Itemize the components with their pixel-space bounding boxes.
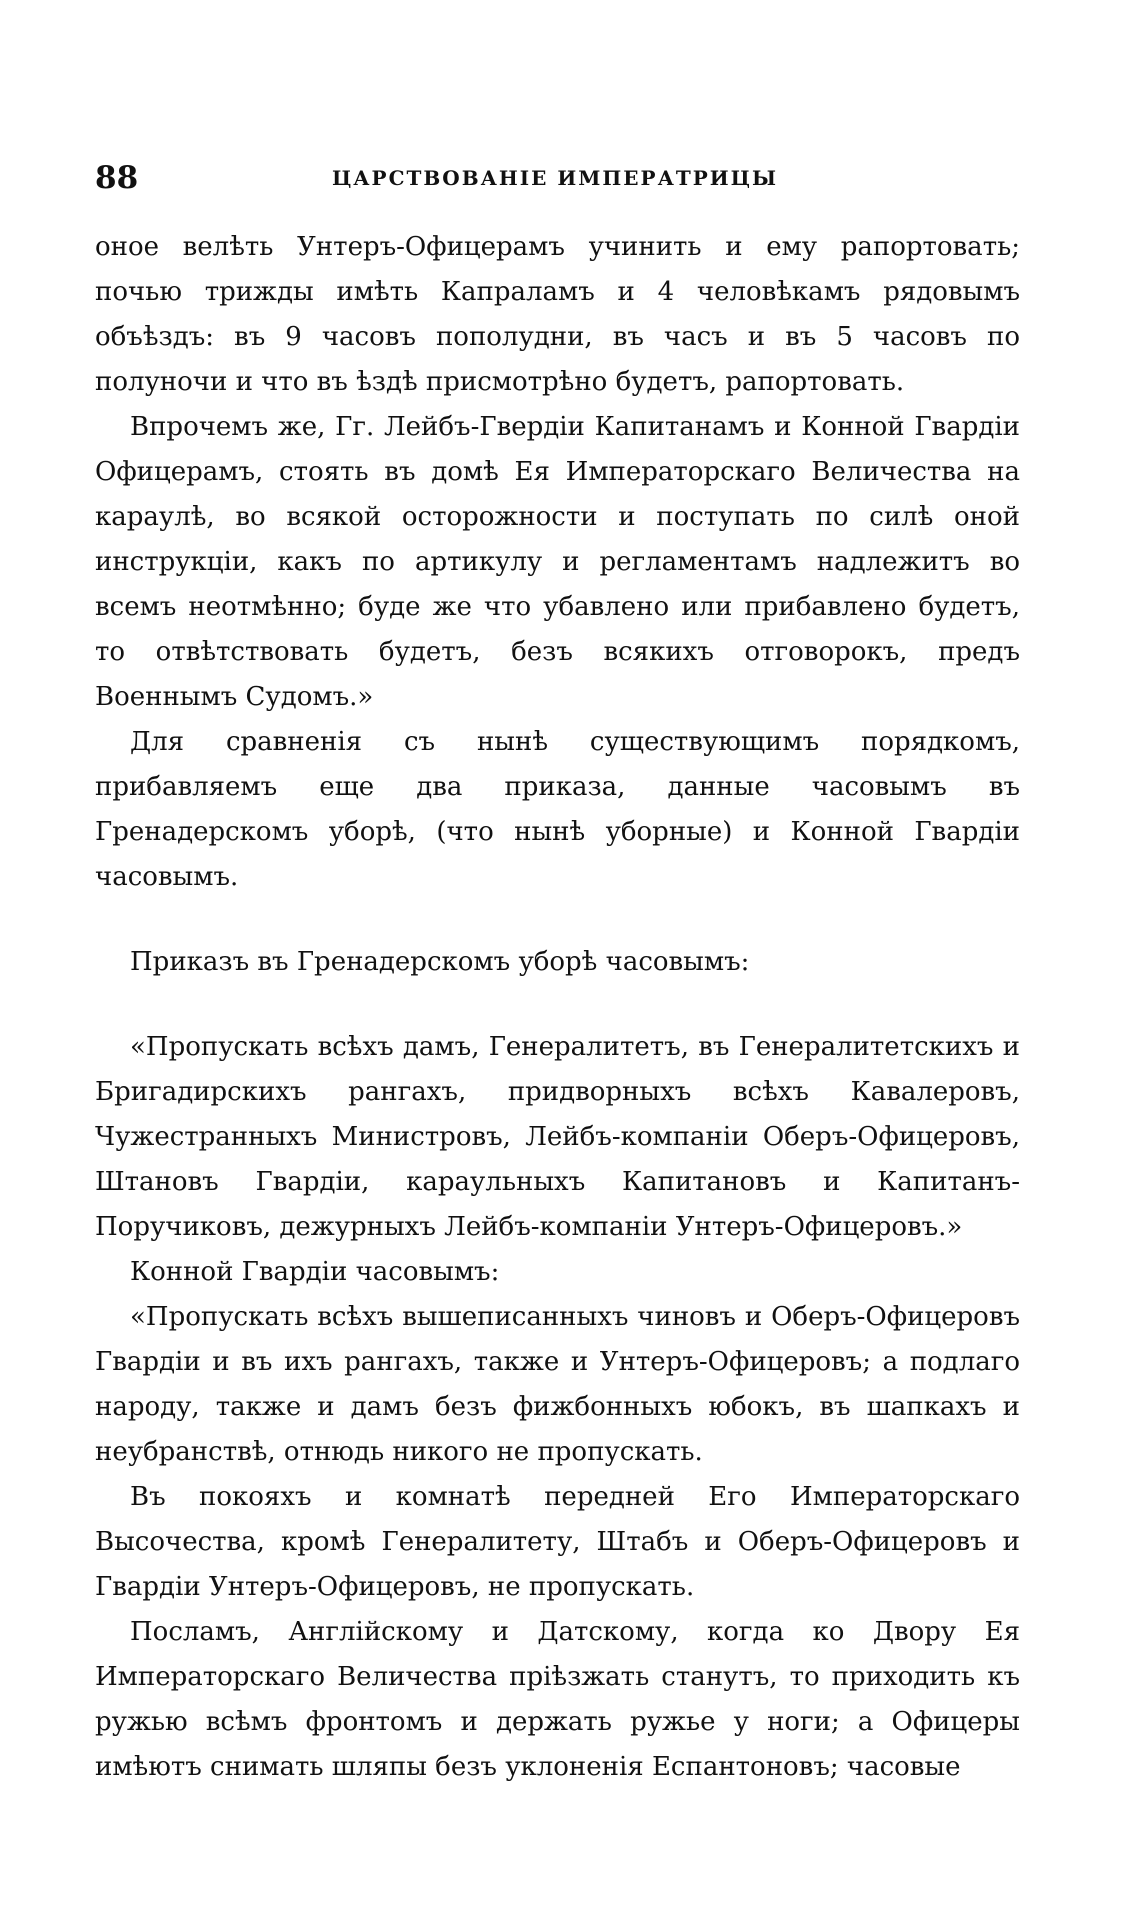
page-header [95, 160, 1035, 200]
paragraph: оное велѣть Унтеръ-Офицерамъ учинить и ему рапортовать; почью трижды имѣть Капраламъ и 4 человѣкамъ рядовымъ объѣздъ: въ 9 часовъ пополудни, въ часъ и въ 5 часовъ по полуночи и что въ ѣздѣ присмотрѣно будетъ, рапортовать. [95, 232, 1020, 397]
order-heading: Конной Гвардіи часовымъ: [130, 1257, 500, 1287]
quote-paragraph: «Пропускать всѣхъ вышеписанныхъ чиновъ и Оберъ-Офицеровъ Гвардіи и въ ихъ рангахъ, также и Унтеръ-Офицеровъ; а подлаго народу, также и дамъ безъ фижбонныхъ юбокъ, въ шапкахъ и неубранствѣ, отнюдь никого не пропускать. [95, 1302, 1020, 1467]
order-heading: Приказъ въ Гренадерскомъ уборѣ часовымъ: [130, 947, 750, 977]
paragraph: Въ покояхъ и комнатѣ передней Его Императорскаго Высочества, кромѣ Генералитету, Штабъ и Оберъ-Офицеровъ и Гвардіи Унтеръ-Офицеровъ, не пропускать. [95, 1482, 1020, 1602]
paragraph: Посламъ, Англійскому и Датскому, когда ко Двору Ея Императорскаго Величества пріѣзжать станутъ, то приходить къ ружью всѣмъ фронтомъ и держать ружье у ноги; а Офицеры имѣютъ снимать шляпы безъ уклоненія Еспантоновъ; часовые [95, 1617, 1020, 1782]
running-head: ЦАРСТВОВАНІЕ ИМПЕРАТРИЦЫ [331, 166, 779, 190]
body-text [95, 225, 1020, 1790]
page-number: 88 [95, 160, 139, 196]
paragraph: Для сравненія съ нынѣ существующимъ порядкомъ, прибавляемъ еще два приказа, данные часовымъ въ Гренадерскомъ уборѣ, (что нынѣ уборные) и Конной Гвардіи часовымъ. [95, 727, 1020, 892]
quote-paragraph: «Пропускать всѣхъ дамъ, Генералитетъ, въ Генералитетскихъ и Бригадирскихъ рангахъ, придворныхъ всѣхъ Кавалеровъ, Чужестранныхъ Министровъ, Лейбъ-компаніи Оберъ-Офицеровъ, Штановъ Гвардіи, караульныхъ Капитановъ и Капитанъ-Поручиковъ, дежурныхъ Лейбъ-компаніи Унтеръ-Офицеровъ.» [95, 1032, 1020, 1242]
paragraph: Впрочемъ же, Гг. Лейбъ-Гвердіи Капитанамъ и Конной Гвардіи Офицерамъ, стоять въ домѣ Ея Императорскаго Величества на караулѣ, во всякой осторожности и поступать по силѣ оной инструкціи, какъ по артикулу и регламентамъ надлежитъ во всемъ неотмѣнно; буде же что убавлено или прибавлено будетъ, то отвѣтствовать будетъ, безъ всякихъ отговорокъ, предъ Военнымъ Судомъ.» [95, 412, 1020, 712]
